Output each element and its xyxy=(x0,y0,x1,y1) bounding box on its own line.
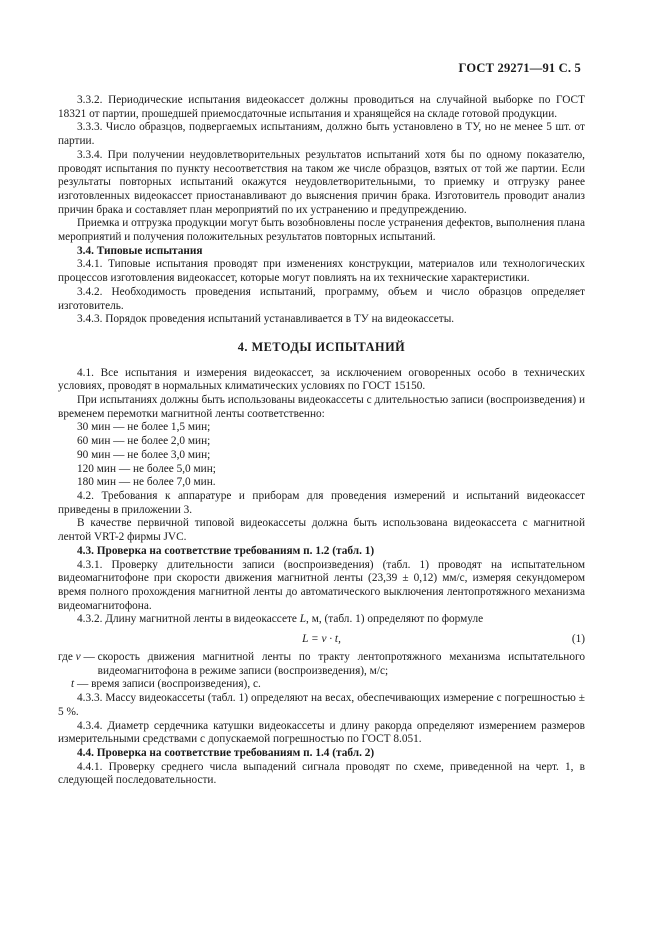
where-t-definition xyxy=(58,678,585,692)
heading-3-4: 3.4. Типовые испытания xyxy=(77,244,203,257)
list-item: 120 мин — не более 5,0 мин; xyxy=(77,462,216,475)
formula-number: (1) xyxy=(571,633,585,646)
paragraph-3-4-1: 3.4.1. Типовые испытания проводят при изменениях конструкции, материалов или технологических процессов изготовления видеокассет, которые могут повлиять на их технические характеристики. xyxy=(58,258,585,285)
page-content xyxy=(58,94,585,788)
paragraph-4-3-4: 4.3.4. Диаметр сердечника катушки видеокассеты и длину ракорда определяют измерением размеров измерительными средствами с допускаемой погрешностью по ГОСТ 8.051. xyxy=(58,719,585,746)
paragraph-4-1-conditions: При испытаниях должны быть использованы видеокассеты с длительностью записи (воспроизведения) и временем перемотки магнитной ленты соответственно: xyxy=(58,394,585,420)
where-v-text: скорость движения магнитной ленты по тракту лентопротяжного механизма испытательного видеомагнитофона в режиме записи (воспроизведения), м/с; xyxy=(97,651,585,677)
heading-4-3: 4.3. Проверка на соответствие требованиям п. 1.2 (табл. 1) xyxy=(77,544,375,557)
formula-expression: L = v · t, xyxy=(302,633,341,646)
symbol-length: L xyxy=(299,613,307,626)
where-t-text: время записи (воспроизведения), с. xyxy=(91,678,261,691)
paragraph-4-1: 4.1. Все испытания и измерения видеокассет, за исключением оговоренных особо в технических условиях, проводят в нормальных климатических условиях по ГОСТ 15150. xyxy=(58,366,585,393)
list-item: 30 мин — не более 1,5 мин; xyxy=(77,421,211,434)
paragraph-4-4-1: 4.4.1. Проверку среднего числа выпадений сигнала проводят по схеме, приведенной на черт. 1, в следующей последовательности. xyxy=(58,760,585,787)
formula-1 xyxy=(58,629,585,650)
where-t-lead xyxy=(58,678,91,692)
list-item: 60 мин — не более 2,0 мин; xyxy=(77,435,211,448)
where-v-definition xyxy=(58,651,585,678)
paragraph-4-3-2-text-a: 4.3.2. Длину магнитной ленты в видеокассете xyxy=(77,613,300,626)
heading-4-4: 4.4. Проверка на соответствие требованиям п. 1.4 (табл. 2) xyxy=(77,746,375,759)
section-title-4: 4. МЕТОДЫ ИСПЫТАНИЙ xyxy=(237,339,406,354)
paragraph-4-3-3: 4.3.3. Массу видеокассеты (табл. 1) определяют на весах, обеспечивающих измерение с погрешностью ± 5 %. xyxy=(58,692,585,718)
symbol-time: t xyxy=(71,678,75,691)
list-item: 90 мин — не более 3,0 мин; xyxy=(77,448,211,461)
where-v-lead xyxy=(58,651,98,678)
symbol-velocity: v xyxy=(75,651,81,664)
page-header: ГОСТ 29271—91 С. 5 xyxy=(458,61,581,75)
paragraph-4-3-1: 4.3.1. Проверку длительности записи (воспроизведения) (табл. 1) проводят на испытательном видеомагнитофоне при скорости движения магнитной ленты (23,39 ± 0,12) мм/с, измеряя секундомером время полного прохождения магнитной ленты до автоматического выключения лентопротяжного механизма видеомагнитофона. xyxy=(58,558,585,612)
paragraph-3-3-3: 3.3.3. Число образцов, подвергаемых испытаниям, должно быть установлено в ТУ, но не менее 5 шт. от партии. xyxy=(58,121,585,148)
paragraph-3-4-2: 3.4.2. Необходимость проведения испытаний, программу, объем и число образцов определяет изготовитель. xyxy=(58,285,585,312)
list-item: 180 мин — не более 7,0 мин. xyxy=(77,476,216,489)
where-t-dash: — xyxy=(74,678,92,691)
paragraph-resume-acceptance: Приемка и отгрузка продукции могут быть возобновлены после устранения дефектов, выполнения плана мероприятий и получения положительных результатов повторных испытаний. xyxy=(58,217,585,244)
where-v-dash: — xyxy=(80,651,98,664)
paragraph-3-3-2: 3.3.2. Периодические испытания видеокассет должны проводиться на случайной выборке по ГОСТ 18321 от партии, прошедшей приемосдаточные испытания и хранящейся на складе готовой продукции. xyxy=(58,94,585,120)
paragraph-4-2: 4.2. Требования к аппаратуре и приборам для проведения измерений и испытаний видеокассет приведены в приложении 3. xyxy=(58,489,585,516)
paragraph-3-4-3: 3.4.3. Порядок проведения испытаний устанавливается в ТУ на видеокассеты. xyxy=(77,313,455,326)
paragraph-4-3-2-text-b: , м, (табл. 1) определяют по формуле xyxy=(306,613,484,626)
paragraph-3-3-4: 3.3.4. При получении неудовлетворительных результатов испытаний хотя бы по одному показателю, проводят испытания по пункту несоответствия на таком же числе образцов, взятых от той же партии. Если результаты повторных испытаний окажутся неудовлетворительными, то приемку и отгрузку ранее изготовленных видеокассет приостанавливают до выяснения причин брака. Изготовитель проводит анализ причин брака и составляет план мероприятий по их устранению и предупреждению. xyxy=(58,148,585,216)
where-word: где xyxy=(58,651,76,664)
paragraph-4-2-reference-cassette: В качестве первичной типовой видеокассеты должна быть использована видеокассета с магнитной лентой VRT-2 фирмы JVC. xyxy=(58,517,585,544)
paragraph-4-3-2 xyxy=(58,613,585,627)
rewind-time-list xyxy=(58,421,585,490)
